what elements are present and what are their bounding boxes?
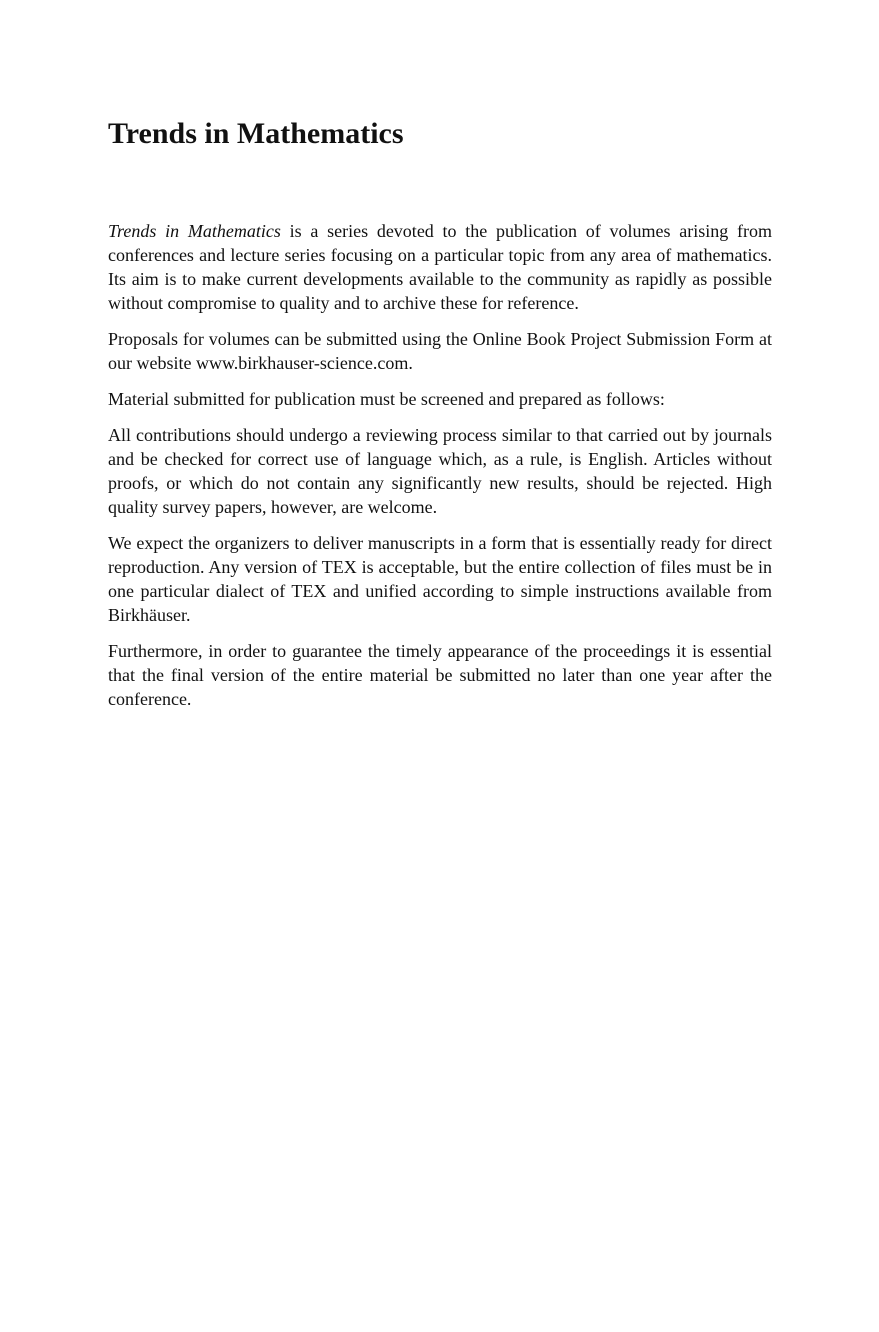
material-paragraph: Material submitted for publication must be screened and prepared as follows: [108, 389, 665, 409]
intro-paragraph [108, 219, 772, 315]
page-title: Trends in Mathematics [108, 117, 404, 150]
body-text [108, 219, 772, 723]
series-name: Trends in Mathematics [108, 221, 281, 241]
review-paragraph: All contributions should undergo a reviewing process similar to that carried out by journals and be checked for correct use of language which, as a rule, is English. Articles without proofs, or which do not contain any significantly new results, should be rejected. High quality survey papers, however, are welcome. [108, 425, 772, 517]
deadline-paragraph: Furthermore, in order to guarantee the timely appearance of the proceedings it is essential that the final version of the entire material be submitted no later than one year after the conference. [108, 641, 772, 709]
intro-text: is a series devoted to the publication of volumes arising from conferences and lecture series focusing on a particular topic from any area of mathematics. Its aim is to make current developments available to the community as rapidly as possible without compromise to quality and to archive these for reference. [108, 221, 772, 313]
proposals-paragraph: Proposals for volumes can be submitted using the Online Book Project Submission Form at our website www.birkhauser-science.com. [108, 329, 772, 373]
manuscript-paragraph: We expect the organizers to deliver manuscripts in a form that is essentially ready for direct reproduction. Any version of TEX is acceptable, but the entire collection of files must be in one particular dialect of TEX and unified according to simple instructions available from Birkhäuser. [108, 533, 772, 625]
